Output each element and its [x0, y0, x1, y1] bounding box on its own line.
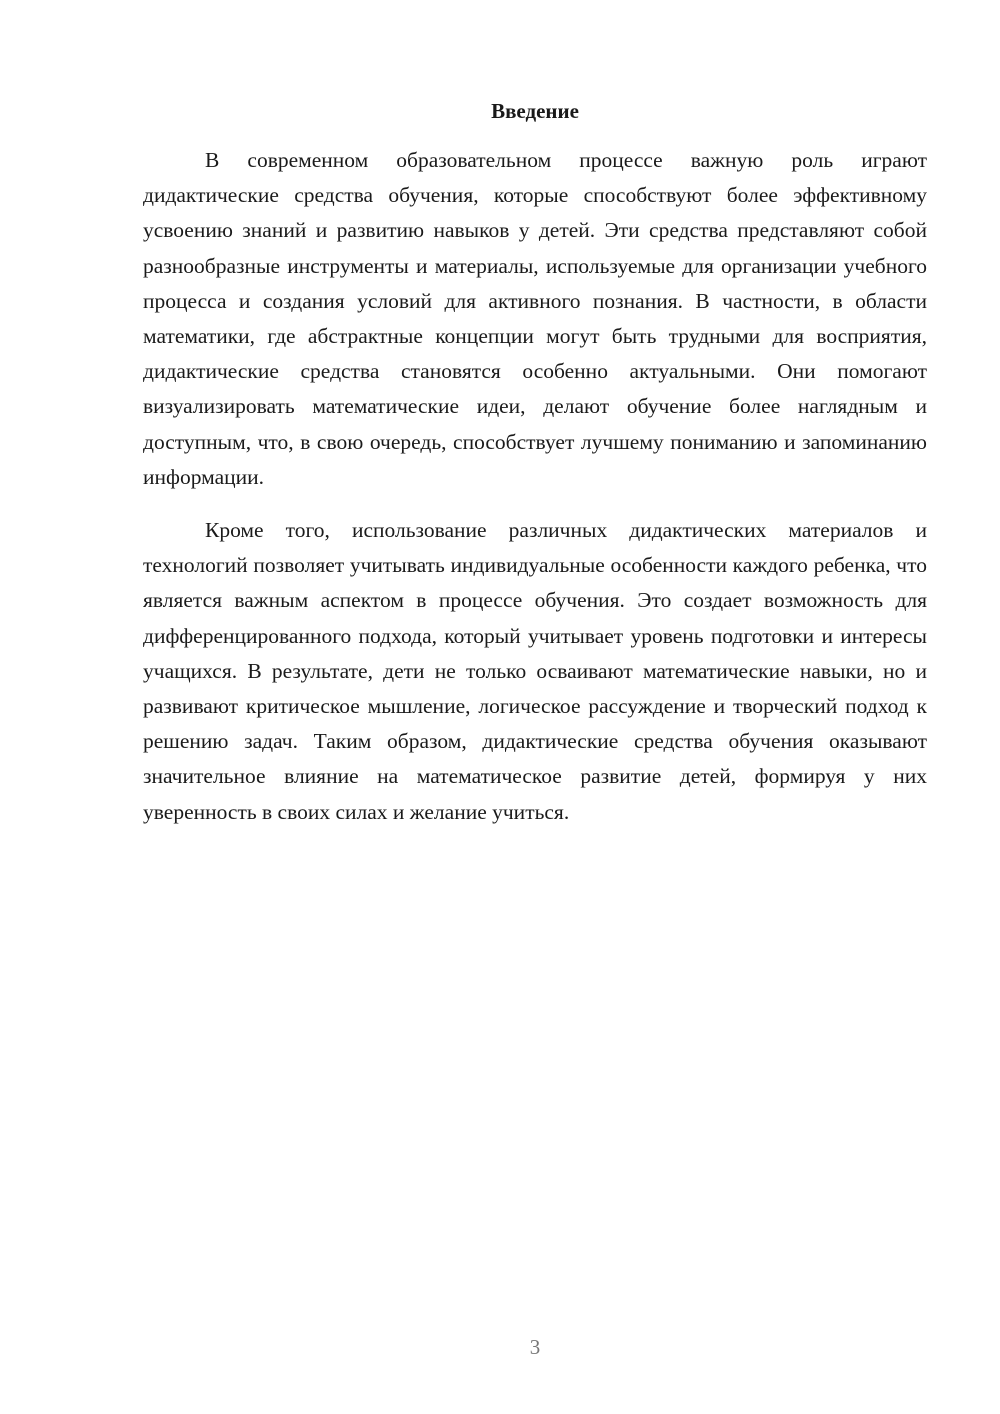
page-number: 3	[529, 1335, 541, 1359]
paragraph-2: Кроме того, использование различных дидактических материалов и технологий позволяет учитывать индивидуальные особенности каждого ребенка, что является важным аспектом в процессе обучения. Это создает возможность для дифференцированного подхода, который учитывает уровень подготовки и интересы учащихся. В результате, дети не только осваивают математические навыки, но и развивают критическое мышление, логическое рассуждение и творческий подход к решению задач. Таким образом, дидактические средства обучения оказывают значительное влияние на математическое развитие детей, формируя у них уверенность в своих силах и желание учиться.	[143, 518, 927, 824]
paragraph-1: В современном образовательном процессе важную роль играют дидактические средства обучения, которые способствуют более эффективному усвоению знаний и развитию навыков у детей. Эти средства представляют собой разнообразные инструменты и материалы, используемые для организации учебного процесса и создания условий для активного познания. В частности, в области математики, где абстрактные концепции могут быть трудными для восприятия, дидактические средства становятся особенно актуальными. Они помогают визуализировать математические идеи, делают обучение более наглядным и доступным, что, в свою очередь, способствует лучшему пониманию и запоминанию информации.	[143, 148, 927, 489]
section-title: Введение	[491, 99, 579, 123]
body-text	[143, 143, 927, 848]
